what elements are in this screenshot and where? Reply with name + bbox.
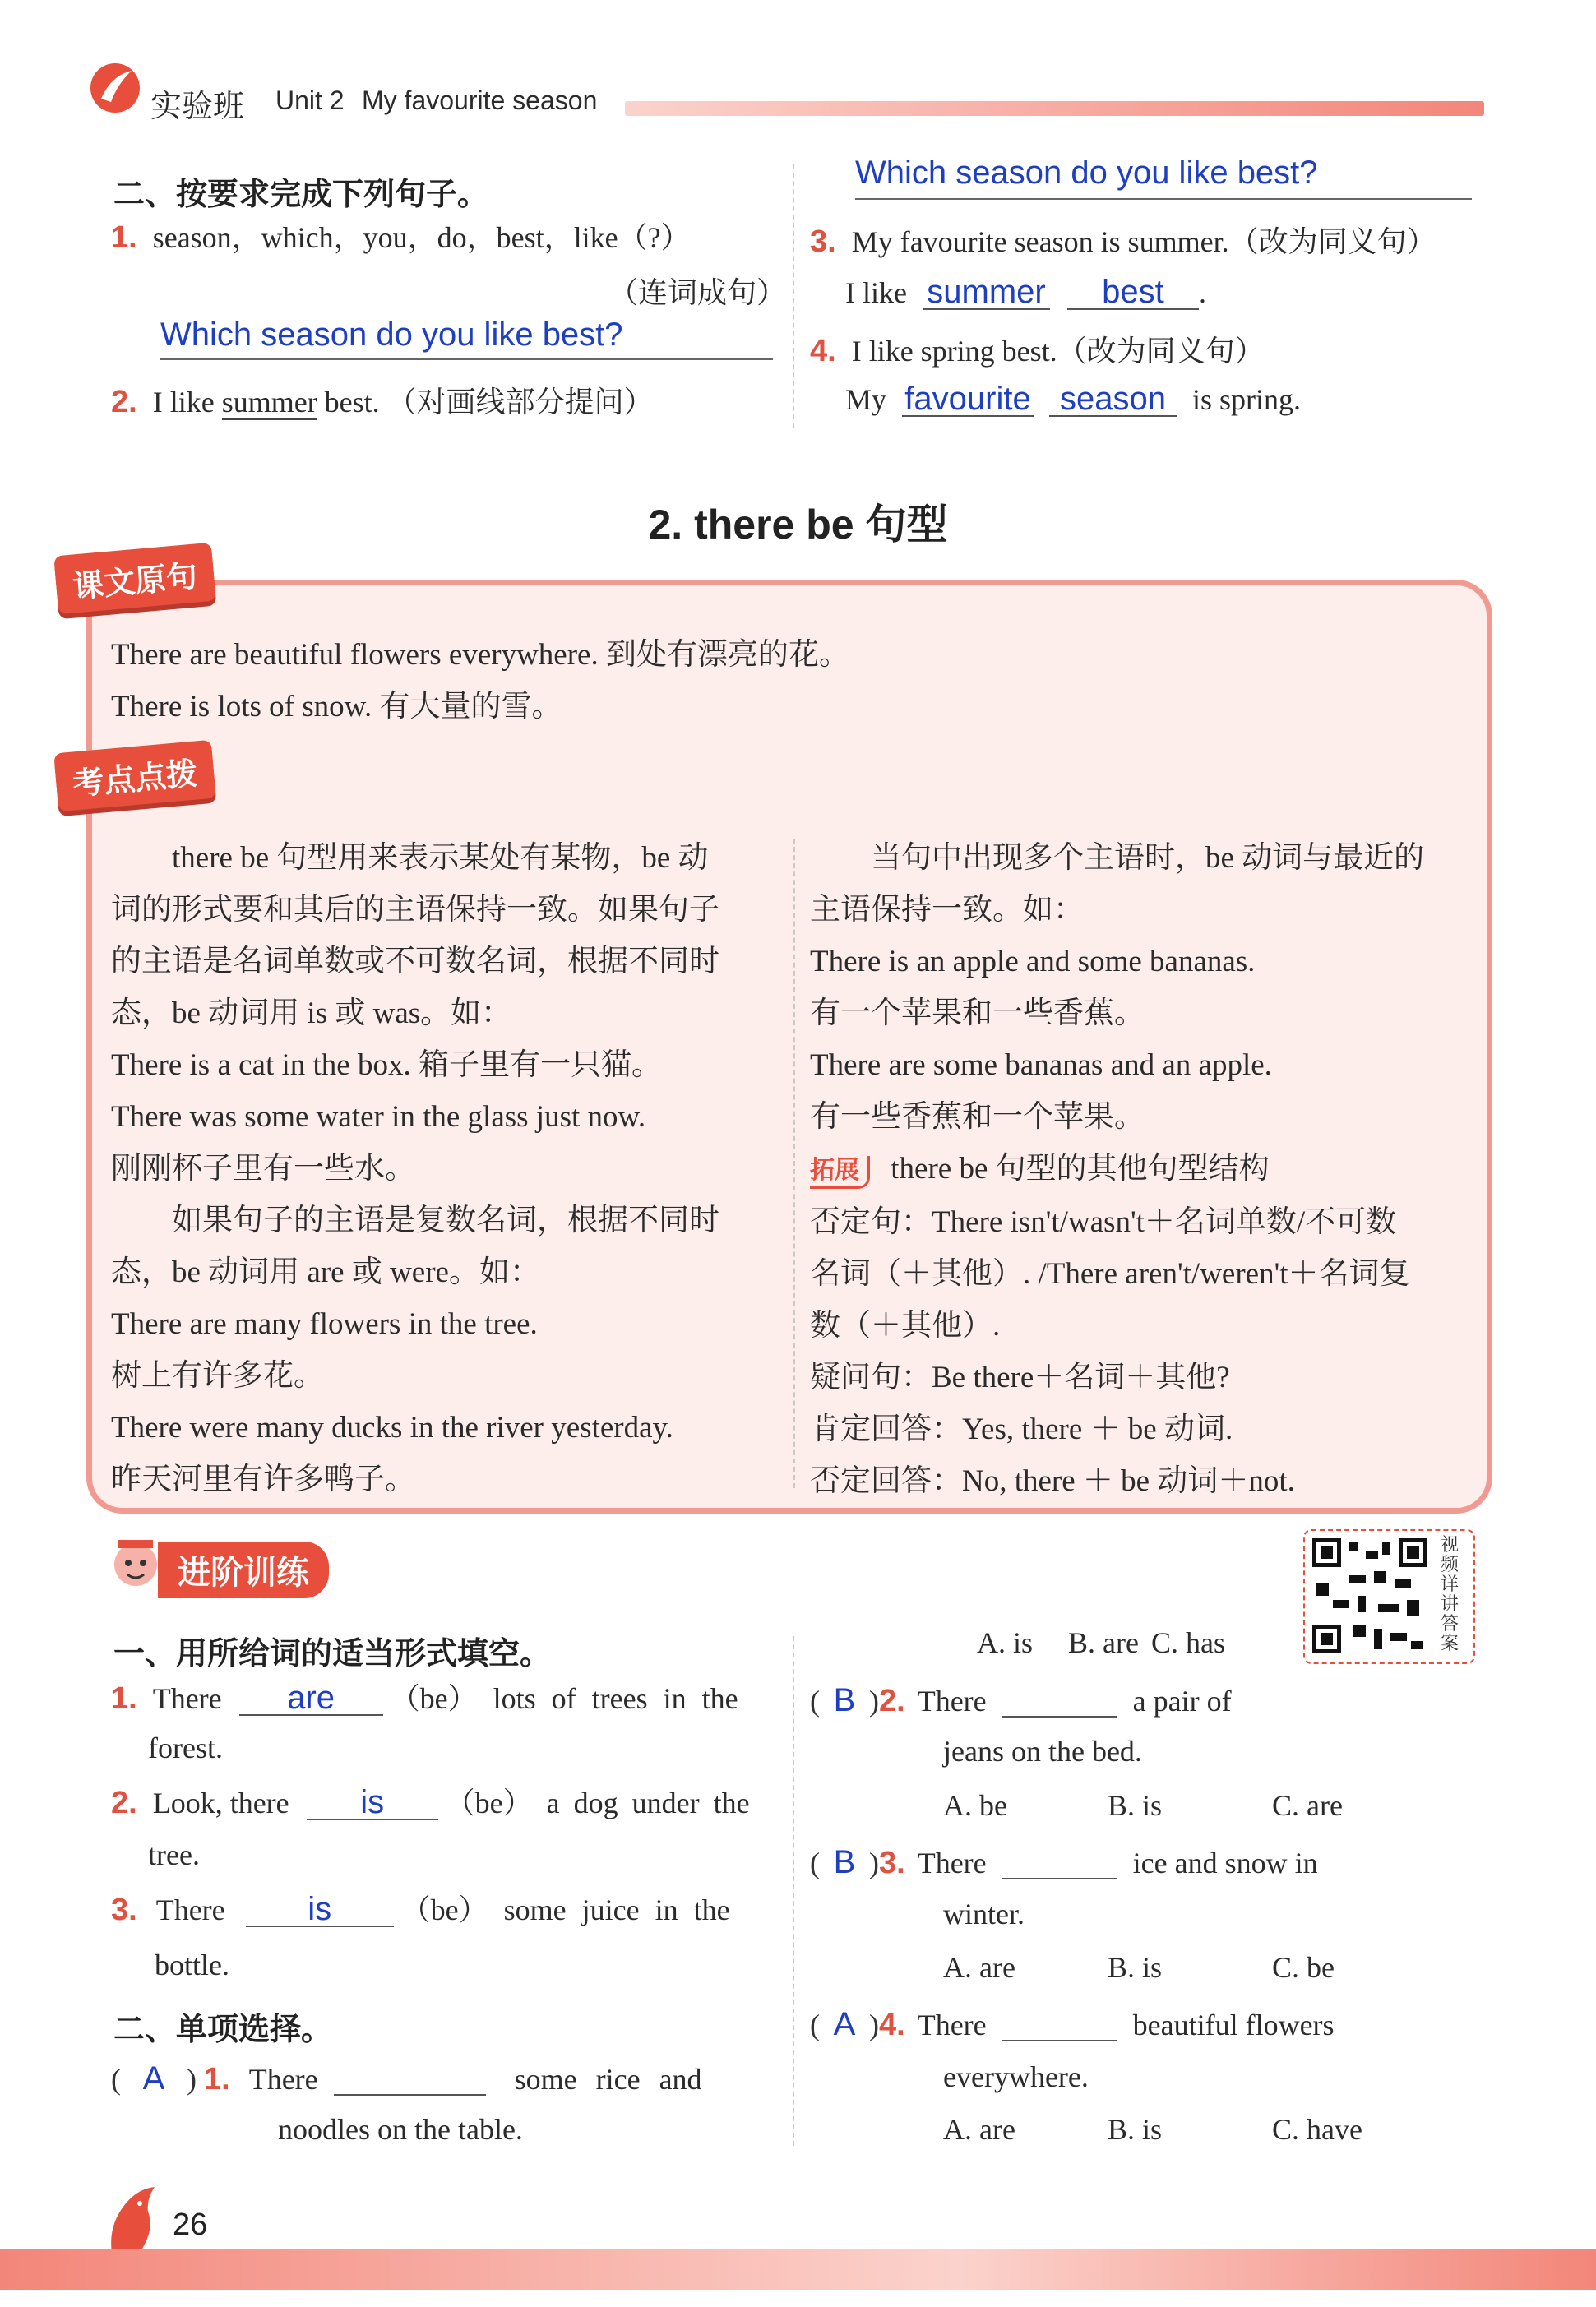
question-number: 3.: [810, 224, 836, 259]
kewen-line: There is lots of snow. 有大量的雪。: [111, 690, 562, 724]
question-text: There: [917, 1847, 987, 1879]
question-text: a pair of: [1132, 1685, 1232, 1718]
tuozhan-row: [810, 1143, 1424, 1196]
question-text: My favourite season is summer.: [851, 225, 1229, 258]
answer-line: Which season do you like best?: [160, 317, 773, 360]
option: C. has: [1150, 1626, 1225, 1659]
question-number: 1.: [111, 220, 137, 255]
note-line: There is an apple and some bananas.: [810, 945, 1256, 978]
note-line: there be 句型用来表示某处有某物，be 动: [111, 841, 709, 875]
question-hint: （对画线部分提问）: [386, 386, 654, 418]
note-line: 疑问句：Be there＋名词＋其他?: [810, 1361, 1230, 1394]
note-line: 态，be 动词用 is 或 was。如：: [111, 996, 512, 1030]
question-hint: （改为同义句）: [1228, 225, 1436, 258]
option: C. have: [1272, 2113, 1362, 2146]
question-text: There: [917, 2009, 987, 2041]
choice-answer: A: [142, 2060, 165, 2097]
option: B. are: [1068, 1626, 1139, 1659]
note-line: 当句中出现多个主语时，be 动词与最近的: [810, 841, 1425, 875]
question-hint: （改为同义句）: [1057, 335, 1265, 368]
note-line: There are some bananas and an apple.: [810, 1048, 1272, 1082]
note-line: 如果句子的主语是复数名词，根据不同时: [111, 1204, 719, 1237]
header: [0, 0, 1596, 132]
note-line: 肯定回答：Yes, there ＋ be 动词.: [810, 1412, 1233, 1446]
choice-options: [977, 1628, 1225, 1657]
question-1: [111, 222, 691, 253]
brand-label: 实验班: [150, 90, 245, 124]
note-line: 否定句：There isn't/wasn't＋名词单数/不可数: [810, 1205, 1397, 1239]
answer-blank: [1002, 1686, 1117, 1718]
note-line: There are many flowers in the tree.: [111, 1307, 538, 1341]
question-continuation: tree.: [148, 1838, 200, 1871]
question-text: （be） some juice in the: [400, 1893, 730, 1926]
choice-question-3: ( B )3. There ice and snow in: [810, 1844, 1318, 1880]
question-number: 2.: [111, 385, 137, 419]
choice-question-1: ( A ) 1. There some rice and: [111, 2060, 702, 2097]
answer-blank: favourite: [902, 382, 1034, 417]
question-text: There: [917, 1685, 987, 1718]
question-continuation: winter.: [943, 1898, 1025, 1930]
question-continuation: jeans on the bed.: [943, 1735, 1142, 1768]
option: B. is: [1108, 2113, 1163, 2146]
question-number: 3.: [111, 1893, 137, 1927]
answer-blank: is: [307, 1786, 438, 1820]
question-2: [111, 386, 654, 418]
choice-options: [943, 1953, 1335, 1982]
question-text: Look, there: [152, 1787, 289, 1819]
question-hint: （连词成句）: [608, 276, 787, 309]
question-continuation: noodles on the table.: [278, 2113, 523, 2146]
question-text: （be） a dog under the: [445, 1787, 750, 1819]
option: C. are: [1272, 1789, 1343, 1822]
choice-answer: A: [833, 2006, 856, 2042]
kaodian-left-column: [111, 832, 719, 1505]
note-line: 刚刚杯子里有一些水。: [111, 1152, 415, 1186]
choice-answer: B: [833, 1682, 856, 1718]
answer-row: [845, 275, 1206, 310]
question-number: 4.: [879, 2008, 905, 2042]
answer-blank: best: [1067, 275, 1199, 310]
header-stripe: [625, 101, 1484, 116]
footer-stripe: [0, 2249, 1596, 2290]
mascot-icon: [107, 1533, 164, 1599]
answer-blank: are: [239, 1681, 383, 1716]
question-continuation: forest.: [148, 1731, 223, 1764]
answer-line: Which season do you like best?: [855, 155, 1472, 200]
fill-question-2: [111, 1786, 750, 1820]
note-line: 名词（＋其他）. /There aren't/weren't＋名词复: [810, 1257, 1410, 1291]
note-line: There is a cat in the box. 箱子里有一只猫。: [111, 1048, 662, 1082]
choice-question-2: ( B )2. There a pair of: [810, 1682, 1232, 1718]
question-number: 4.: [810, 334, 836, 368]
kaodian-tag: 考点点拨: [53, 740, 215, 811]
question-number: 3.: [879, 1846, 905, 1880]
column-divider: [793, 839, 795, 1488]
answer-prefix: My: [845, 383, 887, 416]
kewen-tag: 课文原句: [53, 543, 215, 614]
section-title: 2. there be 句型: [648, 502, 948, 548]
option: A. are: [943, 2113, 1015, 2146]
option: A. is: [977, 1626, 1034, 1659]
column-divider: [793, 1636, 794, 2146]
tuozhan-text: there be 句型的其他句型结构: [891, 1152, 1270, 1186]
qr-code-icon: [1308, 1534, 1432, 1657]
fill-question-1: [111, 1681, 738, 1716]
choice-options: [943, 2115, 1362, 2144]
question-number: 2.: [879, 1684, 905, 1718]
qr-code[interactable]: [1303, 1529, 1475, 1664]
answer-end: .: [1198, 276, 1206, 309]
question-continuation: everywhere.: [943, 2060, 1089, 2093]
answer-blank: [1002, 1848, 1117, 1879]
question-text: ice and snow in: [1132, 1847, 1318, 1879]
choice-question-4: ( A )4. There beautiful flowers: [810, 2006, 1335, 2042]
note-line: 有一些香蕉和一个苹果。: [810, 1100, 1145, 1134]
part1-heading: 一、用所给词的适当形式填空。: [113, 1635, 552, 1671]
question-number: 2.: [111, 1786, 137, 1820]
page-number: 26: [173, 2208, 208, 2242]
option: B. is: [1108, 1951, 1163, 1984]
unit-title: My favourite season: [362, 86, 598, 115]
note-line: 否定回答：No, there ＋ be 动词＋not.: [810, 1464, 1295, 1498]
note-line: 昨天河里有许多鸭子。: [111, 1463, 415, 1496]
note-line: 主语保持一致。如：: [810, 893, 1084, 927]
note-line: 词的形式要和其后的主语保持一致。如果句子: [111, 893, 719, 927]
option: A. be: [943, 1789, 1007, 1822]
question-4: [810, 335, 1265, 367]
question-text: （be） lots of trees in the: [390, 1682, 738, 1715]
question-continuation: bottle.: [155, 1949, 229, 1981]
answer-blank: season: [1049, 382, 1177, 417]
question-3: [810, 226, 1436, 257]
question-text: beautiful flowers: [1132, 2009, 1335, 2041]
kaodian-right-column: [810, 832, 1424, 1507]
question-text: I like: [152, 386, 222, 418]
answer-prefix: I like: [845, 276, 907, 309]
qr-label: 视频详讲答案: [1441, 1535, 1460, 1654]
underlined-word: summer: [221, 386, 317, 418]
question-text: some rice and: [514, 2063, 702, 2096]
option: C. be: [1272, 1951, 1335, 1984]
choice-options: [943, 1791, 1343, 1820]
note-line: 态，be 动词用 are 或 were。如：: [111, 1255, 540, 1289]
tuozhan-tag: 拓展: [810, 1156, 870, 1189]
unit-label: Unit 2: [275, 86, 345, 115]
note-line: There were many ducks in the river yesterday.: [111, 1411, 673, 1445]
column-divider: [793, 164, 794, 428]
question-text: I like spring best.: [851, 335, 1057, 368]
kewen-line: There are beautiful flowers everywhere. 到处有漂亮的花。: [111, 638, 849, 672]
answer-blank: summer: [923, 275, 1050, 310]
answer-blank: [334, 2064, 486, 2096]
answer-row: [845, 382, 1301, 417]
note-line: 有一个苹果和一些香蕉。: [810, 996, 1145, 1030]
question-text: There: [155, 1893, 225, 1926]
answer-blank: [1002, 2010, 1117, 2041]
part2-heading: 二、按要求完成下列句子。: [113, 176, 489, 212]
note-line: There was some water in the glass just now.: [111, 1100, 646, 1134]
question-text: season，which，you，do，best，like（?）: [152, 221, 691, 254]
fill-question-3: [111, 1893, 730, 1927]
note-line: 的主语是名词单数或不可数名词，根据不同时: [111, 945, 719, 978]
question-text: There: [152, 1682, 222, 1715]
question-text: best.: [317, 386, 380, 418]
logo-icon: [86, 59, 144, 117]
answer-end: is spring.: [1192, 383, 1302, 416]
answer-blank: is: [246, 1893, 394, 1927]
note-line: 树上有许多花。: [111, 1359, 324, 1393]
question-text: There: [248, 2063, 318, 2096]
choice-answer: B: [833, 1844, 856, 1880]
option: B. is: [1108, 1789, 1163, 1822]
jinjie-tag: 进阶训练: [158, 1542, 329, 1598]
question-number: 1.: [204, 2062, 230, 2097]
question-number: 1.: [111, 1681, 137, 1716]
option: A. are: [943, 1951, 1015, 1984]
part2-heading: 二、单项选择。: [113, 2011, 333, 2047]
note-line: 数（＋其他）.: [810, 1309, 1001, 1343]
